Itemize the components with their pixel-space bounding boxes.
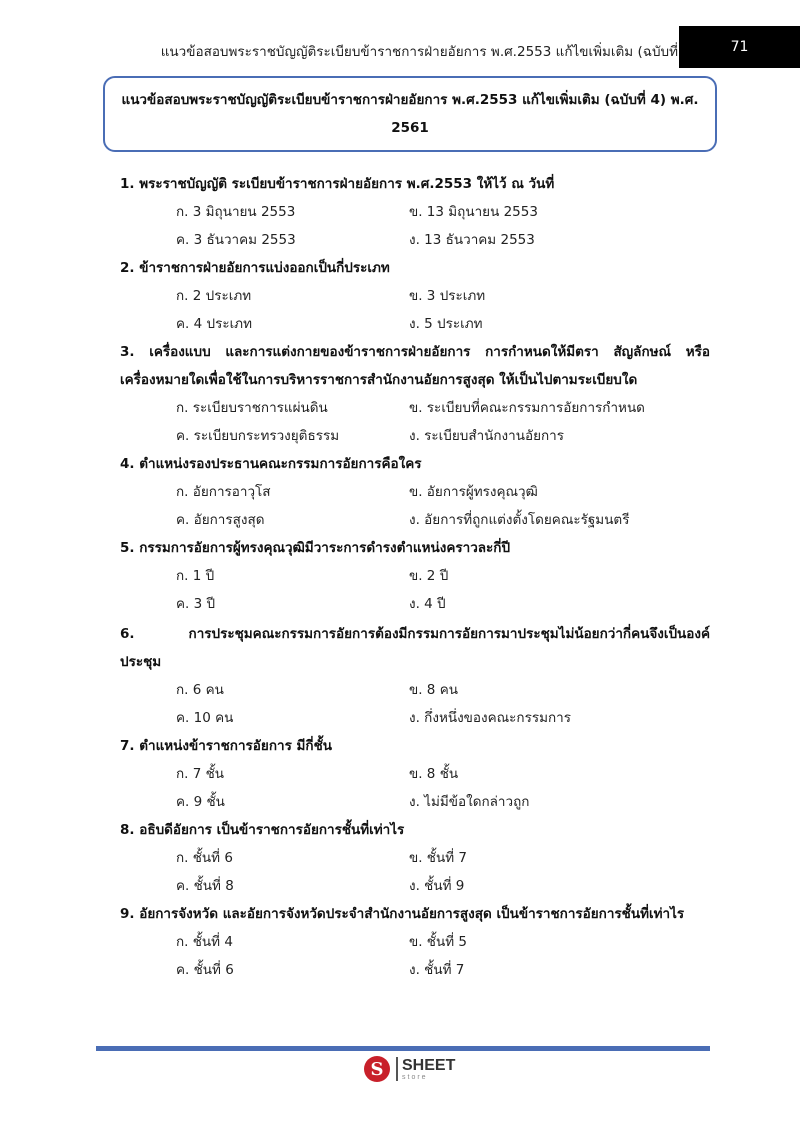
question-2: 2. ข้าราชการฝ่ายอัยการแบ่งออกเป็นกี่ประเภท [120, 260, 390, 276]
option-8-c: ค. ชั้นที่ 8 [176, 878, 234, 894]
option-7-d: ง. ไม่มีข้อใดกล่าวถูก [409, 794, 530, 810]
option-6-d: ง. กึ่งหนึ่งของคณะกรรมการ [409, 710, 571, 726]
option-2-c: ค. 4 ประเภท [176, 316, 252, 332]
option-8-d: ง. ชั้นที่ 9 [409, 878, 465, 894]
option-7-b: ข. 8 ชั้น [409, 766, 459, 782]
option-3-a: ก. ระเบียบราชการแผ่นดิน [176, 400, 328, 416]
question-6-line-1: 6. การประชุมคณะกรรมการอัยการต้องมีกรรมการอัยการมาประชุมไม่น้อยกว่ากี่คนจึงเป็นองค์ [120, 626, 710, 642]
option-3-d: ง. ระเบียบสำนักงานอัยการ [409, 428, 564, 444]
option-7-a: ก. 7 ชั้น [176, 766, 225, 782]
question-7: 7. ตำแหน่งข้าราชการอัยการ มีกี่ชั้น [120, 738, 332, 754]
option-9-c: ค. ชั้นที่ 6 [176, 962, 234, 978]
option-3-b: ข. ระเบียบที่คณะกรรมการอัยการกำหนด [409, 400, 645, 416]
logo-text: SHEET [402, 1056, 456, 1074]
question-8: 8. อธิบดีอัยการ เป็นข้าราชการอัยการชั้นที่เท่าไร [120, 822, 405, 838]
option-5-a: ก. 1 ปี [176, 568, 215, 584]
running-header: แนวข้อสอบพระราชบัญญัติระเบียบข้าราชการฝ่ายอัยการ พ.ศ.2553 แก้ไขเพิ่มเติม (ฉบับที่ [160, 44, 678, 60]
option-9-d: ง. ชั้นที่ 7 [409, 962, 465, 978]
option-4-d: ง. อัยการที่ถูกแต่งตั้งโดยคณะรัฐมนตรี [409, 512, 630, 528]
title-line-1: แนวข้อสอบพระราชบัญญัติระเบียบข้าราชการฝ่ายอัยการ พ.ศ.2553 แก้ไขเพิ่มเติม (ฉบับที่ 4) พ.ศ. [121, 92, 699, 108]
option-1-b: ข. 13 มิถุนายน 2553 [409, 204, 538, 220]
option-1-d: ง. 13 ธันวาคม 2553 [409, 232, 535, 248]
option-5-d: ง. 4 ปี [409, 596, 446, 612]
question-4: 4. ตำแหน่งรองประธานคณะกรรมการอัยการคือใคร [120, 456, 422, 472]
question-3-line-2: เครื่องหมายใดเพื่อใช้ในการบริหารราชการสำนักงานอัยการสูงสุด ให้เป็นไปตามระเบียบใด [120, 372, 638, 388]
question-1: 1. พระราชบัญญัติ ระเบียบข้าราชการฝ่ายอัยการ พ.ศ.2553 ให้ไว้ ณ วันที่ [120, 176, 555, 192]
option-1-a: ก. 3 มิถุนายน 2553 [176, 204, 296, 220]
option-8-a: ก. ชั้นที่ 6 [176, 850, 233, 866]
option-9-b: ข. ชั้นที่ 5 [409, 934, 467, 950]
option-6-a: ก. 6 คน [176, 682, 224, 698]
question-6-line-2: ประชุม [120, 654, 162, 670]
option-4-c: ค. อัยการสูงสุด [176, 512, 265, 528]
logo-s-icon: S [364, 1056, 390, 1082]
option-5-c: ค. 3 ปี [176, 596, 216, 612]
option-4-a: ก. อัยการอาวุโส [176, 484, 271, 500]
logo-subtext: store [402, 1073, 428, 1081]
option-8-b: ข. ชั้นที่ 7 [409, 850, 467, 866]
option-2-b: ข. 3 ประเภท [409, 288, 486, 304]
title-box [103, 76, 717, 152]
option-6-b: ข. 8 คน [409, 682, 458, 698]
option-2-d: ง. 5 ประเภท [409, 316, 483, 332]
page-number: 71 [679, 26, 800, 68]
option-3-c: ค. ระเบียบกระทรวงยุติธรรม [176, 428, 340, 444]
option-1-c: ค. 3 ธันวาคม 2553 [176, 232, 296, 248]
logo-separator [396, 1057, 398, 1081]
option-6-c: ค. 10 คน [176, 710, 234, 726]
option-9-a: ก. ชั้นที่ 4 [176, 934, 233, 950]
option-7-c: ค. 9 ชั้น [176, 794, 225, 810]
sheet-store-logo [364, 1055, 455, 1083]
question-9: 9. อัยการจังหวัด และอัยการจังหวัดประจำสำนักงานอัยการสูงสุด เป็นข้าราชการอัยการชั้นที่เท่าไร [120, 906, 685, 922]
question-5: 5. กรรมการอัยการผู้ทรงคุณวุฒิมีวาระการดำรงตำแหน่งคราวละกี่ปี [120, 540, 511, 556]
option-4-b: ข. อัยการผู้ทรงคุณวุฒิ [409, 484, 538, 500]
option-5-b: ข. 2 ปี [409, 568, 449, 584]
logo-text-group [402, 1058, 455, 1081]
footer-divider [96, 1046, 710, 1051]
option-2-a: ก. 2 ประเภท [176, 288, 252, 304]
question-3-line-1: 3. เครื่องแบบ และการแต่งกายของข้าราชการฝ่ายอัยการ การกำหนดให้มีตรา สัญลักษณ์ หรือ [120, 344, 710, 360]
title-line-2: 2561 [391, 120, 429, 136]
